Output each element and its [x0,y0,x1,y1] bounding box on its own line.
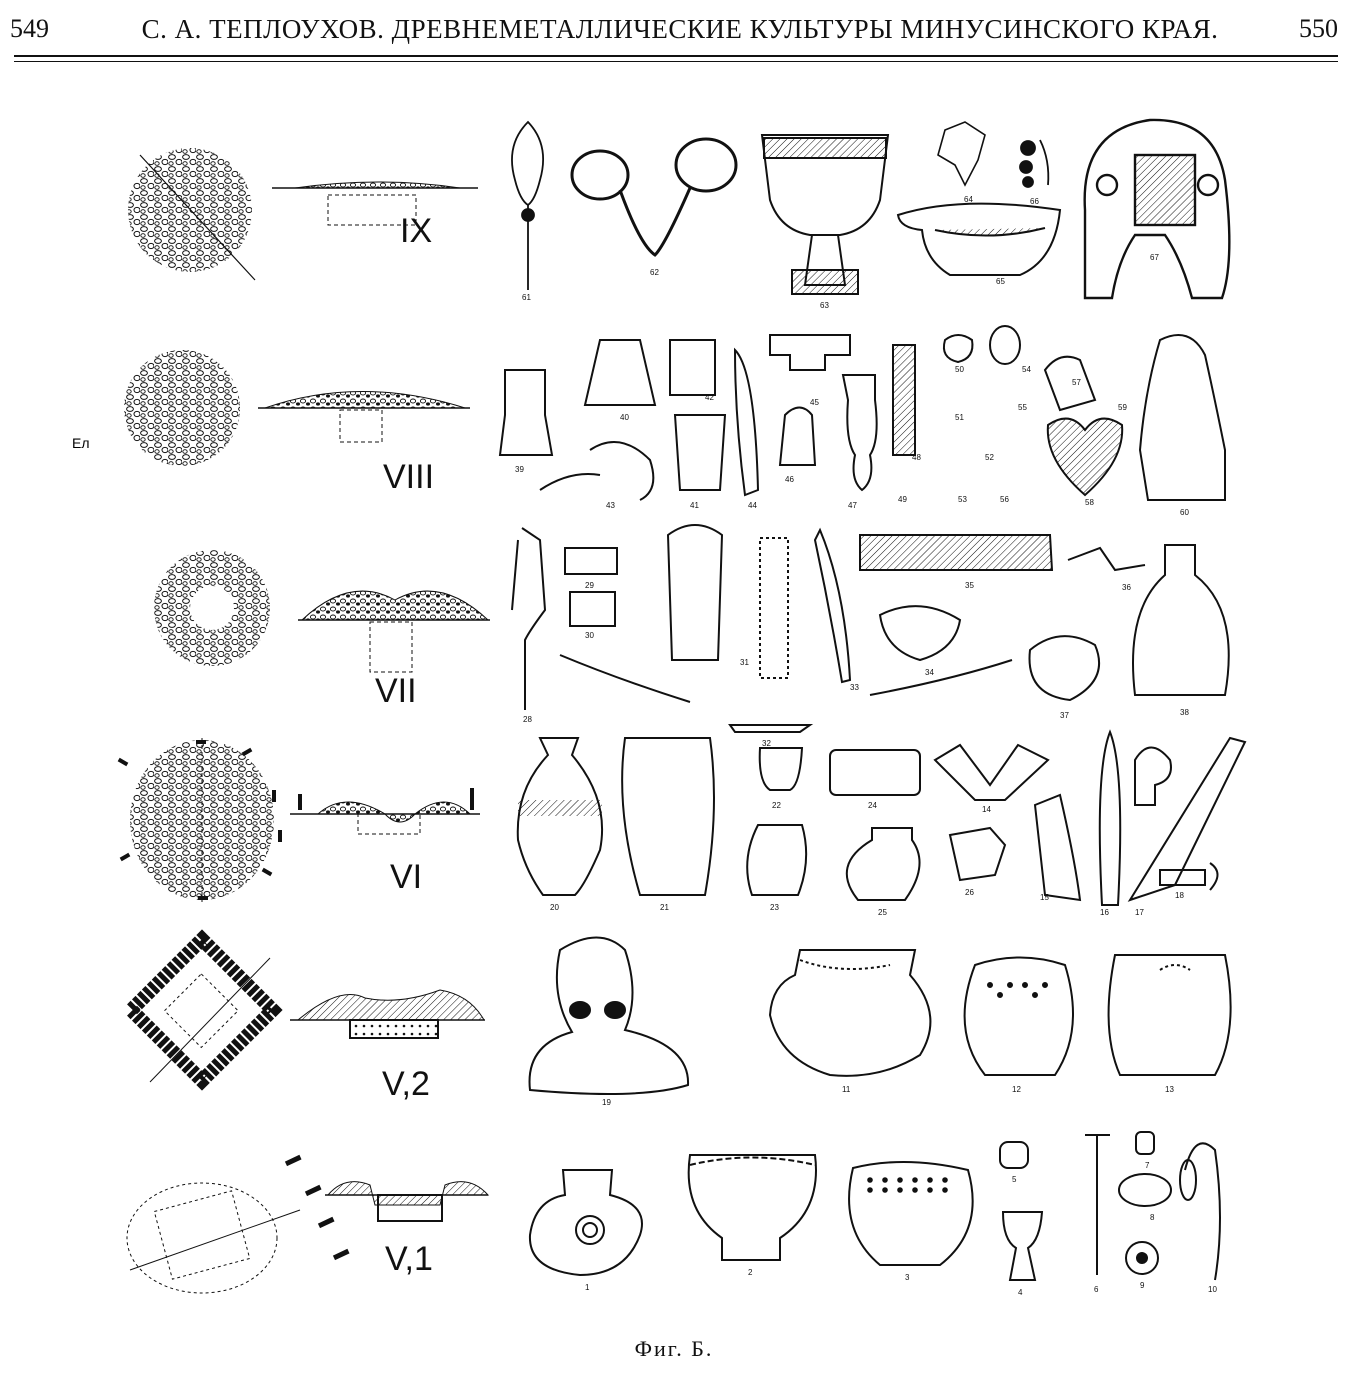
number-58: 58 [1085,498,1094,507]
artifact-11 [770,950,930,1076]
number-54: 54 [1022,365,1031,374]
artifact-67 [1085,120,1230,298]
number-49: 49 [898,495,907,504]
artifact-4 [1003,1212,1042,1280]
label-v2: V,2 [382,1065,430,1103]
number-29: 29 [585,581,594,590]
number-63: 63 [820,301,829,310]
number-52: 52 [985,453,994,462]
label-vii: VII [375,672,417,710]
artifact-23 [747,825,806,895]
artifact-10 [1185,1143,1220,1280]
number-67: 67 [1150,253,1159,262]
number-45: 45 [810,398,819,407]
kurgan-plan-v2 [131,939,272,1082]
label-viii: VIII [383,458,435,496]
artifact-5 [1000,1142,1028,1168]
number-2: 2 [748,1268,753,1277]
number-9: 9 [1140,1281,1145,1290]
artifact-13 [1109,955,1231,1075]
artifact-40 [540,340,655,500]
number-51: 51 [955,413,964,422]
number-10: 10 [1208,1285,1217,1294]
artifact-17-spear [1130,738,1245,900]
running-title: С. А. ТЕПЛОУХОВ. ДРЕВНЕМЕТАЛЛИЧЕСКИЕ КУЛЬТУРЫ МИНУСИНСКОГО КРАЯ. [141,14,1219,44]
header-rule-thin [14,61,1338,62]
artifact-15 [1035,795,1080,900]
label-vi: VI [390,858,423,896]
artifact-21 [622,738,714,895]
artifact-1 [530,1170,642,1275]
number-41: 41 [690,501,699,510]
number-31: 31 [740,658,749,667]
row-viii [72,326,1225,517]
artifact-12 [965,958,1073,1076]
artifact-7 [1136,1132,1154,1154]
header-rule-thick [14,55,1338,57]
artifact-2 [689,1155,816,1260]
number-43: 43 [606,501,615,510]
artifact-32b [730,725,810,732]
artifact-30 [570,592,615,626]
number-1: 1 [585,1283,590,1292]
number-65: 65 [996,277,1005,286]
artifact-34-strap [760,538,788,678]
artifacts-v1 [530,1132,1220,1280]
artifact-60 [1140,335,1225,500]
number-24: 24 [868,801,877,810]
artifact-16 [1100,732,1120,905]
artifact-41 [670,340,725,490]
row-v1 [127,1132,1220,1297]
artifact-31 [668,525,722,660]
artifact-47 [843,375,877,490]
artifact-22 [760,748,802,790]
artifact-34 [880,606,960,660]
artifact-32 [560,655,690,702]
number-59: 59 [1118,403,1127,412]
kurgan-section-viii [258,392,470,443]
number-23: 23 [770,903,779,912]
artifact-29 [565,548,617,574]
number-17: 17 [1135,908,1144,917]
number-66: 66 [1030,197,1039,206]
number-64: 64 [964,195,973,204]
kurgan-plan-vii [154,550,270,666]
number-35: 35 [965,581,974,590]
artifact-54 [990,326,1020,364]
number-48: 48 [912,453,921,462]
kurgan-section-v2 [290,990,485,1038]
number-38: 38 [1180,708,1189,717]
number-36: 36 [1122,583,1131,592]
number-20: 20 [550,903,559,912]
row-vii [154,525,1229,748]
number-44: 44 [748,501,757,510]
number-42: 42 [705,393,714,402]
artifacts-viii [500,326,1225,500]
number-5: 5 [1012,1175,1017,1184]
label-ix: IX [400,212,433,250]
number-12: 12 [1012,1085,1021,1094]
number-40: 40 [620,413,629,422]
number-57: 57 [1072,378,1081,387]
kurgan-plan-ix [128,148,255,280]
artifact-8 [1119,1174,1171,1206]
artifact-64 [938,122,985,185]
numbers-v2 [602,1085,1174,1107]
artifact-33 [815,530,850,682]
number-39: 39 [515,465,524,474]
figure-plate [0,70,1348,1330]
artifact-34b [870,660,1012,695]
number-25: 25 [878,908,887,917]
numbers-vii [523,581,1189,748]
kurgan-plan-vi [118,738,282,902]
number-62: 62 [650,268,659,277]
row-vi [118,732,1245,917]
number-26: 26 [965,888,974,897]
kurgan-section-vii [298,591,490,672]
artifact-46 [780,408,815,466]
artifact-48 [893,345,915,455]
artifact-3 [849,1162,973,1265]
artifact-24 [830,750,920,795]
number-60: 60 [1180,508,1189,517]
artifact-39 [500,370,552,455]
number-56: 56 [1000,495,1009,504]
number-30: 30 [585,631,594,640]
page-header [0,0,1348,60]
label-v1: V,1 [385,1240,433,1278]
artifact-44 [735,350,758,495]
page-number-right: 550 [1299,14,1338,43]
artifact-62 [572,139,736,255]
number-14: 14 [982,805,991,814]
figure-caption: Фиг. Б. [634,1336,714,1361]
artifact-6 [1085,1135,1110,1275]
number-28: 28 [523,715,532,724]
kurgan-section-vi [290,788,480,834]
number-61: 61 [522,293,531,302]
artifact-37 [1030,636,1100,700]
kurgan-section-ix [272,182,478,225]
number-15: 15 [1040,893,1049,902]
artifact-45 [770,335,850,370]
page-number-left: 549 [10,14,49,43]
number-18: 18 [1175,891,1184,900]
number-13: 13 [1165,1085,1174,1094]
artifact-58 [1048,419,1122,495]
row-v2 [131,938,1230,1108]
artifact-36 [1068,548,1145,570]
number-22: 22 [772,801,781,810]
artifact-65 [898,204,1060,275]
artifact-57 [1045,357,1095,410]
number-7: 7 [1145,1161,1150,1170]
number-3: 3 [905,1273,910,1282]
number-34: 34 [925,668,934,677]
number-11: 11 [842,1085,851,1094]
artifact-63 [762,135,888,294]
number-46: 46 [785,475,794,484]
kurgan-plan-viii [124,350,240,466]
number-4: 4 [1018,1288,1023,1297]
number-6: 6 [1094,1285,1099,1294]
artifact-26 [950,828,1005,880]
artifact-61 [512,122,543,290]
artifact-28 [512,528,545,710]
kurgan-plan-v1 [127,1155,350,1293]
artifact-14 [935,745,1048,800]
artifact-38 [1133,545,1229,695]
artifact-66 [1020,140,1048,187]
artifacts-vii [512,525,1229,732]
artifact-25 [847,828,920,900]
number-32: 32 [762,739,771,748]
number-21: 21 [660,903,669,912]
number-16: 16 [1100,908,1109,917]
stray-mark: Ел [72,435,90,451]
artifact-20 [518,738,602,895]
number-55: 55 [1018,403,1027,412]
artifacts-vi [518,732,1245,905]
number-19: 19 [602,1098,611,1107]
artifact-18 [1160,863,1218,890]
row-ix [128,120,1229,310]
number-37: 37 [1060,711,1069,720]
artifact-35 [860,535,1052,570]
kurgan-section-v1 [325,1182,488,1221]
number-47: 47 [848,501,857,510]
artifact-17 [1135,748,1171,806]
number-50: 50 [955,365,964,374]
artifacts-v2 [530,938,1231,1095]
number-8: 8 [1150,1213,1155,1222]
number-33: 33 [850,683,859,692]
number-53: 53 [958,495,967,504]
artifact-50 [944,335,973,362]
